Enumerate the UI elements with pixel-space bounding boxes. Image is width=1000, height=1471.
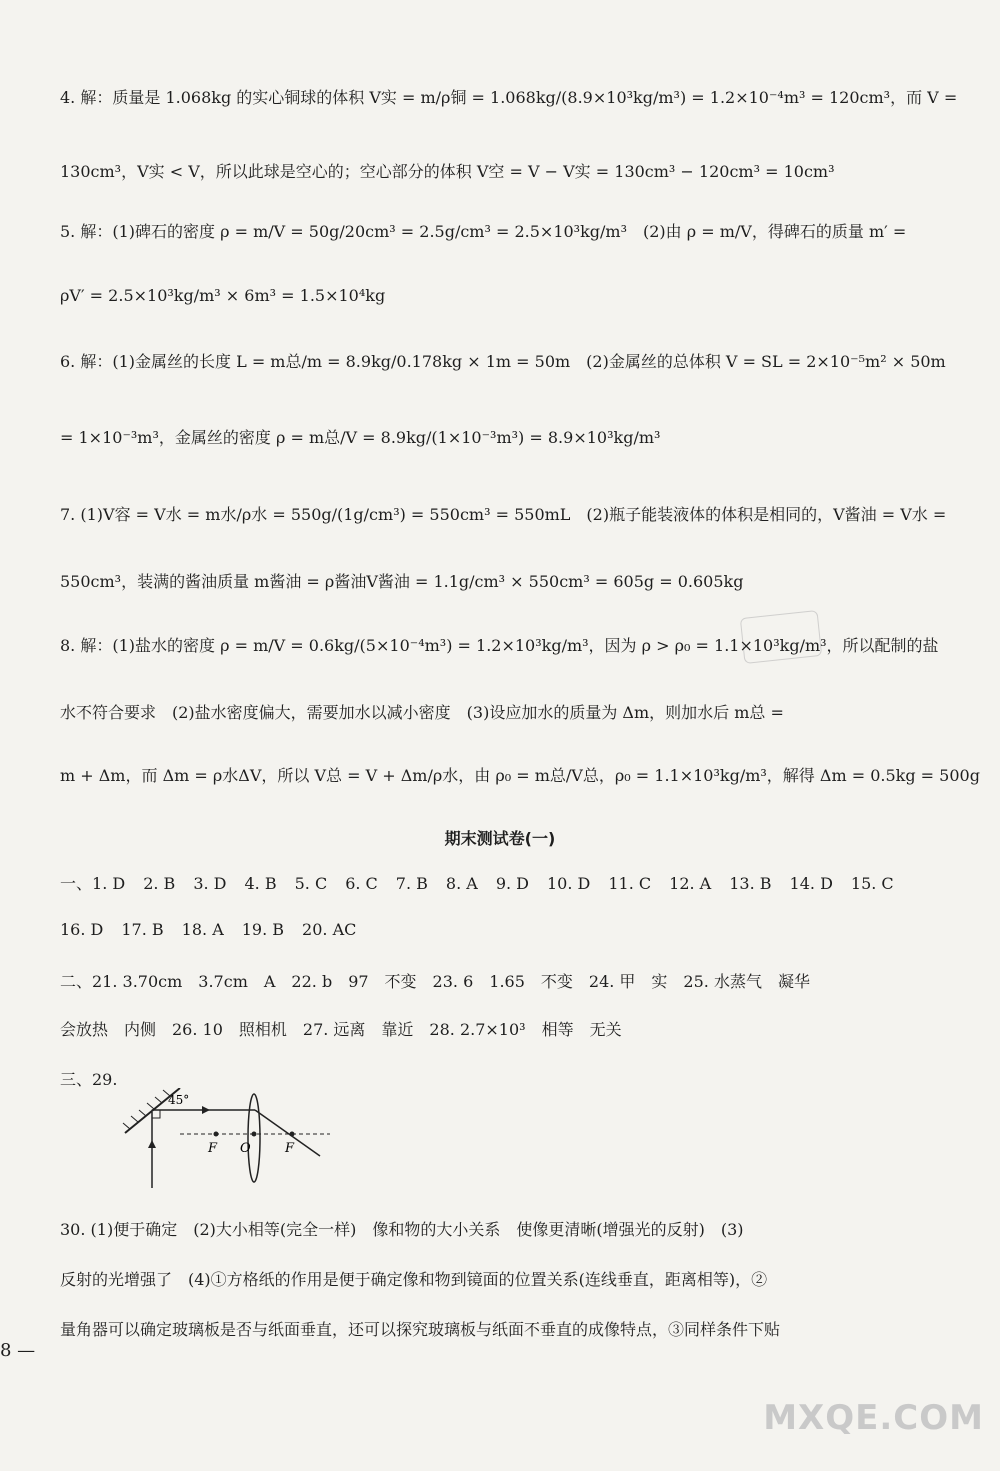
focus-label-right: F	[285, 1141, 295, 1156]
answer-item: 3. D	[193, 874, 227, 893]
center-label: O	[240, 1141, 251, 1156]
page-number: 8 —	[0, 1340, 36, 1361]
answer-item: 1. D	[92, 874, 126, 893]
answer-item: 6. C	[345, 874, 378, 893]
arrow-up	[148, 1140, 156, 1148]
answer-item: 11. C	[608, 874, 652, 893]
answer-item: 16. D	[60, 920, 104, 939]
answer-item: 13. B	[729, 874, 772, 893]
answer-item: 14. D	[789, 874, 833, 893]
q4-line-1: 4. 解：质量是 1.068kg 的实心铜球的体积 V实 = m/ρ铜 = 1.068kg/(8.9×10³kg/m³) = 1.2×10⁻⁴m³ = 120cm³，而 V =	[60, 88, 958, 107]
answer-item: 7. B	[395, 874, 428, 893]
answer-item: 18. A	[181, 920, 224, 939]
section-title: 期末测试卷(一)	[444, 829, 556, 848]
q8-line-2: 水不符合要求 (2)盐水密度偏大，需要加水以减小密度 (3)设应加水的质量为 Δm，则加水后 m总 =	[60, 703, 784, 722]
answer-item: 2. B	[143, 874, 176, 893]
focus-point-right	[290, 1132, 295, 1137]
q8-line-3: m + Δm，而 Δm = ρ水ΔV，所以 V总 = V + Δm/ρ水，由 ρ₀ = m总/V总，ρ₀ = 1.1×10³kg/m³，解得 Δm = 0.5kg = 500g	[60, 766, 980, 785]
part1-row-2	[60, 920, 374, 940]
answer-item: 20. AC	[302, 920, 357, 939]
answer-item: 5. C	[294, 874, 328, 893]
part2-line-1: 二、21. 3.70cm 3.7cm A 22. b 97 不变 23. 6 1.65 不变 24. 甲 实 25. 水蒸气 凝华	[60, 972, 810, 991]
answer-item: 17. B	[121, 920, 164, 939]
q4-line-2: 130cm³，V实 < V，所以此球是空心的；空心部分的体积 V空 = V − V实 = 130cm³ − 120cm³ = 10cm³	[60, 162, 835, 181]
focus-label-left: F	[208, 1141, 218, 1156]
answer-item: 19. B	[241, 920, 285, 939]
part3-label: 三、29.	[60, 1070, 118, 1089]
convex-lens	[248, 1094, 260, 1182]
q5-line-1: 5. 解：(1)碑石的密度 ρ = m/V = 50g/20cm³ = 2.5g/cm³ = 2.5×10³kg/m³ (2)由 ρ = m/V，得碑石的质量 m′ =	[60, 222, 907, 241]
q5-line-2: ρV′ = 2.5×10³kg/m³ × 6m³ = 1.5×10⁴kg	[60, 286, 386, 305]
part1-row-1	[60, 874, 912, 894]
q30-line-1: 30. (1)便于确定 (2)大小相等(完全一样) 像和物的大小关系 使像更清晰(增强光的反射) (3)	[60, 1220, 744, 1239]
answer-item: 12. A	[669, 874, 712, 893]
answer-item: 9. D	[495, 874, 529, 893]
answer-item: 4. B	[244, 874, 277, 893]
answer-item: 10. D	[547, 874, 591, 893]
q6-line-1: 6. 解：(1)金属丝的长度 L = m总/m = 8.9kg/0.178kg × 1m = 50m (2)金属丝的总体积 V = SL = 2×10⁻⁵m² × 50m	[60, 352, 946, 371]
angle-label: 45°	[168, 1093, 190, 1107]
answer-item: 8. A	[445, 874, 478, 893]
q30-line-2: 反射的光增强了 (4)①方格纸的作用是便于确定像和物到镜面的位置关系(连线垂直，距离相等)，②	[60, 1270, 768, 1289]
q8-line-1: 8. 解：(1)盐水的密度 ρ = m/V = 0.6kg/(5×10⁻⁴m³) = 1.2×10³kg/m³，因为 ρ > ρ₀ = 1.1×10³kg/m³，所以配制的盐	[60, 636, 939, 655]
optical-center	[252, 1132, 257, 1137]
q30-line-3: 量角器可以确定玻璃板是否与纸面垂直，还可以探究玻璃板与纸面不垂直的成像特点，③同样条件下贴	[60, 1320, 781, 1339]
q7-line-1: 7. (1)V容 = V水 = m水/ρ水 = 550g/(1g/cm³) = 550cm³ = 550mL (2)瓶子能装液体的体积是相同的，V酱油 = V水 =	[60, 505, 947, 524]
q7-line-2: 550cm³，装满的酱油质量 m酱油 = ρ酱油V酱油 = 1.1g/cm³ × 550cm³ = 605g = 0.605kg	[60, 572, 744, 591]
part1-label: 一、	[60, 874, 93, 893]
focus-point-left	[214, 1132, 219, 1137]
q6-line-2: = 1×10⁻³m³，金属丝的密度 ρ = m总/V = 8.9kg/(1×10⁻³m³) = 8.9×10³kg/m³	[60, 428, 661, 447]
optics-diagram	[120, 1088, 340, 1188]
arrow-right	[202, 1106, 210, 1114]
part2-line-2: 会放热 内侧 26. 10 照相机 27. 远离 靠近 28. 2.7×10³ 相等 无关	[60, 1020, 622, 1039]
watermark-logo: MXQE.COM	[763, 1398, 984, 1438]
answer-item: 15. C	[850, 874, 894, 893]
